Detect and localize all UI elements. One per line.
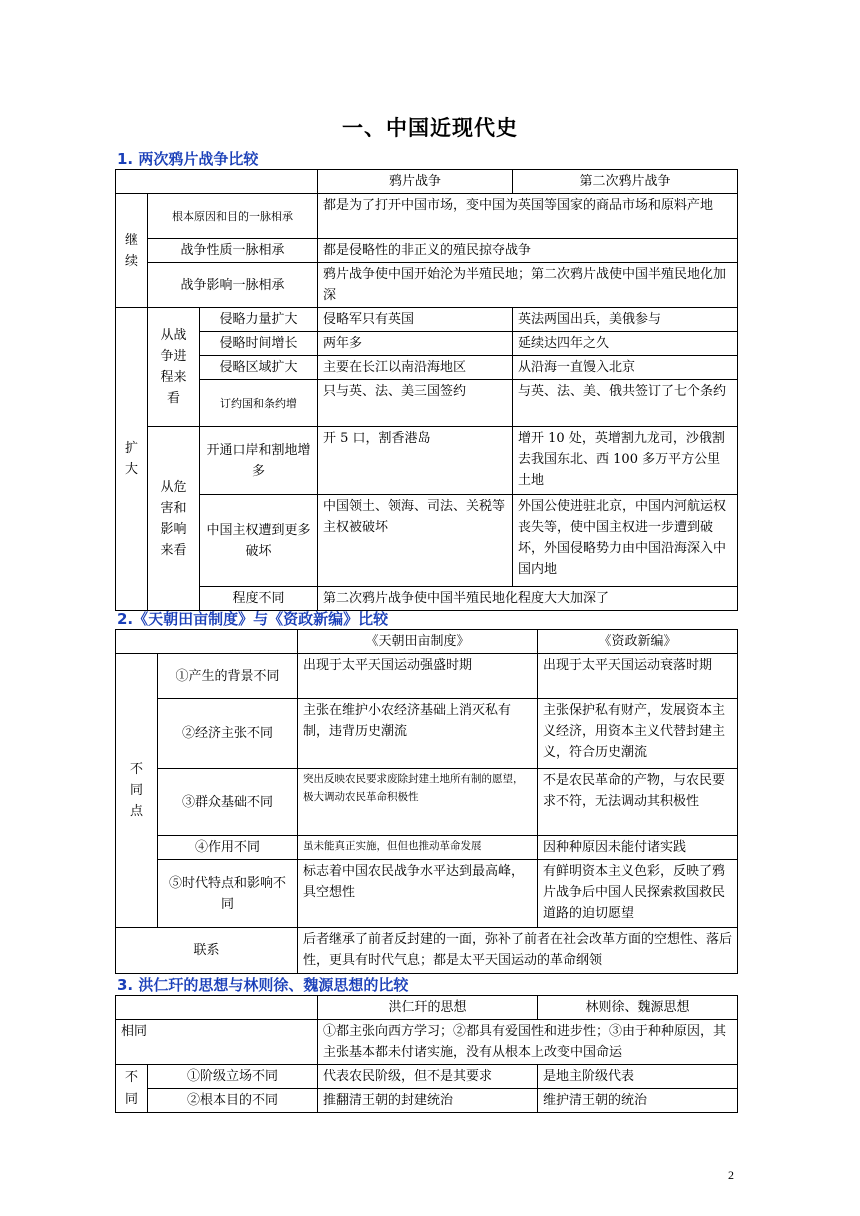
- section-1-heading: 1. 两次鸦片战争比较: [117, 150, 259, 168]
- page-title: 一、中国近现代史: [342, 116, 518, 140]
- cell-a: 标志着中国农民战争水平达到最高峰，具空想性: [298, 860, 538, 928]
- subgroup-harm-impact: 从危 害和 影响 来看: [148, 427, 200, 611]
- cell-b: 因种种原因未能付诸实践: [538, 836, 738, 860]
- taiping-doc-table: [115, 629, 738, 974]
- cell-b: 与英、法、美、俄共签订了七个条约: [513, 380, 738, 427]
- opium-war-table: [115, 169, 738, 611]
- header-empty: [116, 996, 318, 1020]
- subgroup-war-process: 从战 争进 程来 看: [148, 308, 200, 427]
- cell-a: 推翻清王朝的封建统治: [318, 1089, 538, 1113]
- cell-a: 中国领土、领海、司法、关税等主权被破坏: [318, 495, 513, 587]
- header-col2: 《资政新编》: [538, 630, 738, 654]
- cell-b: 从沿海一直馒入北京: [513, 356, 738, 380]
- row-text: 都是为了打开中国市场，变中国为英国等国家的商品市场和原料产地: [318, 194, 738, 239]
- row-text: 后者继承了前者反封建的一面，弥补了前者在社会改革方面的空想性、落后性，更具有时代气息；都是太平天国运动的革命纲领: [298, 928, 738, 974]
- row-label: 侵略区域扩大: [200, 356, 318, 380]
- header-col2: 林则徐、魏源思想: [538, 996, 738, 1020]
- row-label: 侵略时间增长: [200, 332, 318, 356]
- cell-a: 出现于太平天国运动强盛时期: [298, 654, 538, 699]
- group-difference: 不 同 点: [116, 654, 158, 928]
- row-label: 开通口岸和割地增多: [200, 427, 318, 495]
- row-text: 都是侵略性的非正义的殖民掠夺战争: [318, 239, 738, 263]
- cell-b: 维护清王朝的统治: [538, 1089, 738, 1113]
- header-col1: 鸦片战争: [318, 170, 513, 194]
- row-label: ②根本目的不同: [148, 1089, 318, 1113]
- cell-a: 只与英、法、美三国签约: [318, 380, 513, 427]
- cell-a: 开 5 口，割香港岛: [318, 427, 513, 495]
- header-empty: [116, 630, 298, 654]
- row-label: ①产生的背景不同: [158, 654, 298, 699]
- group-difference: 不 同: [116, 1065, 148, 1113]
- cell-a: 侵略军只有英国: [318, 308, 513, 332]
- row-text: 鸦片战争使中国开始沦为半殖民地；第二次鸦片战使中国半殖民地化加深: [318, 263, 738, 308]
- row-label: ①阶级立场不同: [148, 1065, 318, 1089]
- cell-b: 不是农民革命的产物，与农民要求不符，无法调动其积极性: [538, 769, 738, 836]
- header-col1: 《天朝田亩制度》: [298, 630, 538, 654]
- cell-a: 两年多: [318, 332, 513, 356]
- row-label: ②经济主张不同: [158, 699, 298, 769]
- header-empty: [116, 170, 318, 194]
- group-expand: 扩 大: [116, 308, 148, 611]
- row-label: 根本原因和目的一脉相承: [148, 194, 318, 239]
- cell-b: 出现于太平天国运动衰落时期: [538, 654, 738, 699]
- row-label: 中国主权遭到更多破坏: [200, 495, 318, 587]
- row-label: ④作用不同: [158, 836, 298, 860]
- row-label: 战争影响一脉相承: [148, 263, 318, 308]
- cell-b: 外国公使进驻北京，中国内河航运权丧失等，使中国主权进一步遭到破坏，外国侵略势力由中国沿海深入中国内地: [513, 495, 738, 587]
- header-col1: 洪仁玕的思想: [318, 996, 538, 1020]
- row-label: ⑤时代特点和影响不同: [158, 860, 298, 928]
- cell-a: 主要在长江以南沿海地区: [318, 356, 513, 380]
- header-col2: 第二次鸦片战争: [513, 170, 738, 194]
- page-number: 2: [728, 1168, 734, 1182]
- section-3-heading: 3. 洪仁玕的思想与林则徐、魏源思想的比较: [117, 976, 409, 994]
- thought-compare-table: [115, 995, 738, 1113]
- cell-b: 是地主阶级代表: [538, 1065, 738, 1089]
- row-text: ①都主张向西方学习；②都具有爱国性和进步性；③由于种种原因，其主张基本都未付诸实施，没有从根本上改变中国命运: [318, 1020, 738, 1065]
- cell-b: 有鲜明资本主义色彩，反映了鸦片战争后中国人民探索救国救民道路的迫切愿望: [538, 860, 738, 928]
- cell-a: 突出反映农民要求废除封建土地所有制的愿望，极大调动农民革命积极性: [298, 769, 538, 836]
- row-label: 相同: [116, 1020, 318, 1065]
- cell-b: 延续达四年之久: [513, 332, 738, 356]
- cell-b: 英法两国出兵，美俄参与: [513, 308, 738, 332]
- row-label: 战争性质一脉相承: [148, 239, 318, 263]
- group-continue: 继 续: [116, 194, 148, 308]
- row-label: 侵略力量扩大: [200, 308, 318, 332]
- section-2-heading: 2.《天朝田亩制度》与《资政新编》比较: [117, 610, 389, 628]
- row-label: ③群众基础不同: [158, 769, 298, 836]
- row-label: 订约国和条约增: [200, 380, 318, 427]
- cell-a: 代表农民阶级，但不是其要求: [318, 1065, 538, 1089]
- cell-b: 增开 10 处，英增割九龙司，沙俄割去我国东北、西 100 多万平方公里土地: [513, 427, 738, 495]
- row-label: 程度不同: [200, 587, 318, 611]
- cell-a: 主张在维护小农经济基础上消灭私有制，违背历史潮流: [298, 699, 538, 769]
- cell-b: 主张保护私有财产，发展资本主义经济，用资本主义代替封建主义，符合历史潮流: [538, 699, 738, 769]
- row-text: 第二次鸦片战争使中国半殖民地化程度大大加深了: [318, 587, 738, 611]
- cell-a: 虽未能真正实施，但但也推动革命发展: [298, 836, 538, 860]
- row-label: 联系: [116, 928, 298, 974]
